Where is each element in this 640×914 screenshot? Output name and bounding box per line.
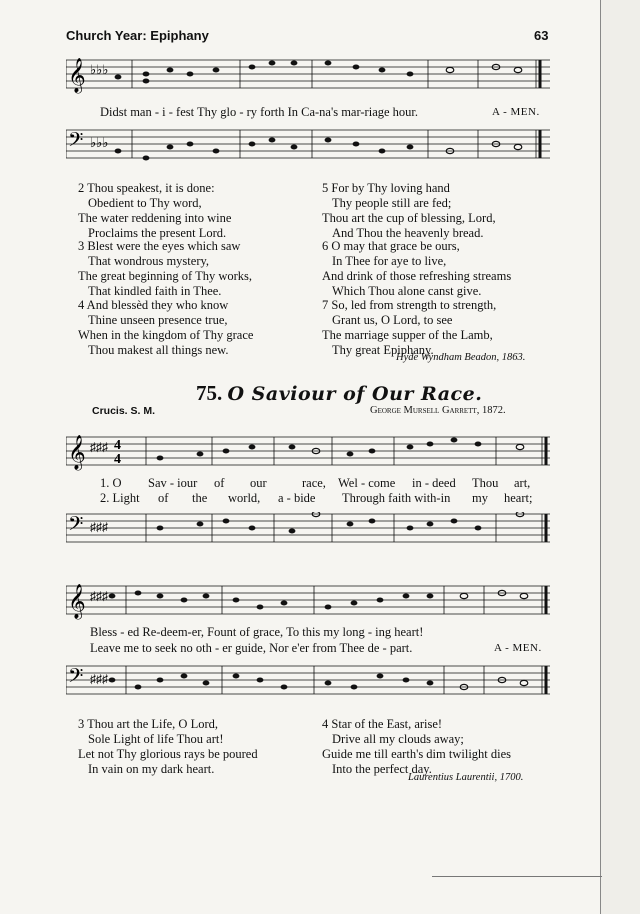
syllable: Thou bbox=[472, 476, 499, 490]
stanza-line: 5 For by Thy loving hand bbox=[322, 181, 450, 195]
svg-text:♯♯♯: ♯♯♯ bbox=[90, 520, 108, 534]
lyric-line: Didst man - i - fest Thy glo - ry forth In Ca-na's mar-riage hour. bbox=[100, 105, 419, 119]
stanza-line: Thy great Epiphany. bbox=[332, 343, 434, 357]
stanza-line: In vain on my dark heart. bbox=[88, 762, 215, 776]
verse-2-line-2: Leave me to seek no oth - er guide, Nor e'er from Thee de - part. bbox=[90, 641, 413, 655]
svg-text:𝄢: 𝄢 bbox=[68, 512, 84, 540]
hymn-title bbox=[196, 381, 482, 406]
stanza-line: That kindled faith in Thee. bbox=[88, 284, 222, 298]
stanza-line: Thy people still are fed; bbox=[332, 196, 452, 210]
syllable: Through faith with-in bbox=[342, 491, 451, 505]
author-credit: Hyde Wyndham Beadon, 1863. bbox=[396, 352, 526, 363]
syllable: Sav - iour bbox=[148, 476, 198, 490]
syllable: art, bbox=[514, 476, 531, 490]
verse-1-line-1 bbox=[100, 476, 540, 491]
stanza-line: Thine unseen presence true, bbox=[88, 313, 228, 327]
stanza-line: 6 O may that grace be ours, bbox=[322, 239, 460, 253]
stanza-line: Into the perfect day. bbox=[332, 762, 432, 776]
stanza-line: 3 Thou art the Life, O Lord, bbox=[78, 717, 219, 731]
hymn-number: 75. bbox=[196, 381, 223, 405]
syllable: my bbox=[472, 491, 488, 505]
staff-bass bbox=[66, 664, 550, 700]
stanza-line: And drink of those refreshing streams bbox=[322, 269, 512, 283]
stanza-line: Grant us, O Lord, to see bbox=[332, 313, 453, 327]
stanza-3 bbox=[78, 239, 252, 299]
syllable: heart; bbox=[504, 491, 533, 505]
author-credit: Laurentius Laurentii, 1700. bbox=[408, 772, 524, 783]
stanza-line: When in the kingdom of Thy grace bbox=[78, 328, 254, 342]
syllable: 1. O bbox=[100, 476, 122, 490]
stanza-line: The water reddening into wine bbox=[78, 211, 232, 225]
svg-text:♭♭♭: ♭♭♭ bbox=[90, 135, 109, 150]
verse-2-line-1 bbox=[100, 491, 540, 506]
svg-text:♯♯♯: ♯♯♯ bbox=[90, 440, 108, 454]
stanza-line: The great beginning of Thy works, bbox=[78, 269, 253, 283]
page-edge bbox=[600, 0, 640, 914]
svg-text:𝄞: 𝄞 bbox=[68, 435, 86, 470]
svg-text:4: 4 bbox=[114, 438, 121, 453]
stanza-line: Thou art the cup of blessing, Lord, bbox=[322, 211, 496, 225]
amen-text: A - MEN. bbox=[492, 106, 540, 118]
svg-text:𝄞: 𝄞 bbox=[68, 58, 86, 93]
staff-treble bbox=[66, 58, 550, 94]
stanza-line: Proclaims the present Lord. bbox=[88, 226, 227, 240]
stanza-4 bbox=[78, 298, 253, 358]
stanza-line: Drive all my clouds away; bbox=[332, 732, 464, 746]
stanza-line: That wondrous mystery, bbox=[88, 254, 210, 268]
tune-name: Crucis. S. M. bbox=[92, 405, 156, 417]
svg-text:4: 4 bbox=[114, 452, 121, 467]
syllable: of bbox=[158, 491, 169, 505]
stanza-line: 2 Thou speakest, it is done: bbox=[78, 181, 215, 195]
syllable: race, bbox=[302, 476, 326, 490]
verse-1-line-2: Bless - ed Re-deem-er, Fount of grace, To this my long - ing heart! bbox=[90, 625, 424, 639]
divider bbox=[432, 876, 602, 877]
staff-bass bbox=[66, 512, 550, 548]
stanza-7 bbox=[322, 298, 496, 358]
running-header: Church Year: Epiphany bbox=[66, 28, 209, 43]
stanza-2 bbox=[78, 181, 231, 241]
stanza-line: 4 Star of the East, arise! bbox=[322, 717, 443, 731]
stanza-line: Which Thou alone canst give. bbox=[332, 284, 482, 298]
syllable: a - bide bbox=[278, 491, 316, 505]
syllable: the bbox=[192, 491, 208, 505]
svg-text:𝄢: 𝄢 bbox=[68, 664, 84, 692]
hymn-name: O Saviour of Our Race. bbox=[227, 383, 483, 405]
syllable: 2. Light bbox=[100, 491, 140, 505]
syllable: in - deed bbox=[412, 476, 456, 490]
stanza-line: 4 And blessèd they who know bbox=[78, 298, 229, 312]
svg-text:𝄞: 𝄞 bbox=[68, 584, 86, 619]
stanza-line: In Thee for aye to live, bbox=[332, 254, 447, 268]
svg-text:♭♭♭: ♭♭♭ bbox=[90, 62, 109, 77]
stanza-line: And Thou the heavenly bread. bbox=[332, 226, 484, 240]
stanza-line: 3 Blest were the eyes which saw bbox=[78, 239, 241, 253]
stanza-5 bbox=[322, 181, 496, 241]
page-number: 63 bbox=[534, 28, 549, 43]
staff-treble bbox=[66, 584, 550, 620]
stanza-line: Thou makest all things new. bbox=[88, 343, 229, 357]
svg-text:♯♯♯: ♯♯♯ bbox=[90, 672, 108, 686]
syllable: world, bbox=[228, 491, 261, 505]
syllable: Wel - come bbox=[338, 476, 396, 490]
svg-text:𝄢: 𝄢 bbox=[68, 128, 84, 156]
stanza-line: Sole Light of life Thou art! bbox=[88, 732, 224, 746]
svg-text:♯♯♯: ♯♯♯ bbox=[90, 589, 108, 603]
staff-treble bbox=[66, 435, 550, 471]
syllable: our bbox=[250, 476, 267, 490]
stanza-line: The marriage supper of the Lamb, bbox=[322, 328, 493, 342]
composer-credit: George Mursell Garrett, 1872. bbox=[370, 405, 506, 416]
stanza-line: 7 So, led from strength to strength, bbox=[322, 298, 497, 312]
stanza-4 bbox=[322, 717, 511, 777]
stanza-line: Guide me till earth's dim twilight dies bbox=[322, 747, 512, 761]
stanza-6 bbox=[322, 239, 511, 299]
staff-bass bbox=[66, 128, 550, 164]
stanza-line: Let not Thy glorious rays be poured bbox=[78, 747, 258, 761]
amen-text: A - MEN. bbox=[494, 642, 542, 654]
stanza-3 bbox=[78, 717, 258, 777]
stanza-line: Obedient to Thy word, bbox=[88, 196, 202, 210]
syllable: of bbox=[214, 476, 225, 490]
